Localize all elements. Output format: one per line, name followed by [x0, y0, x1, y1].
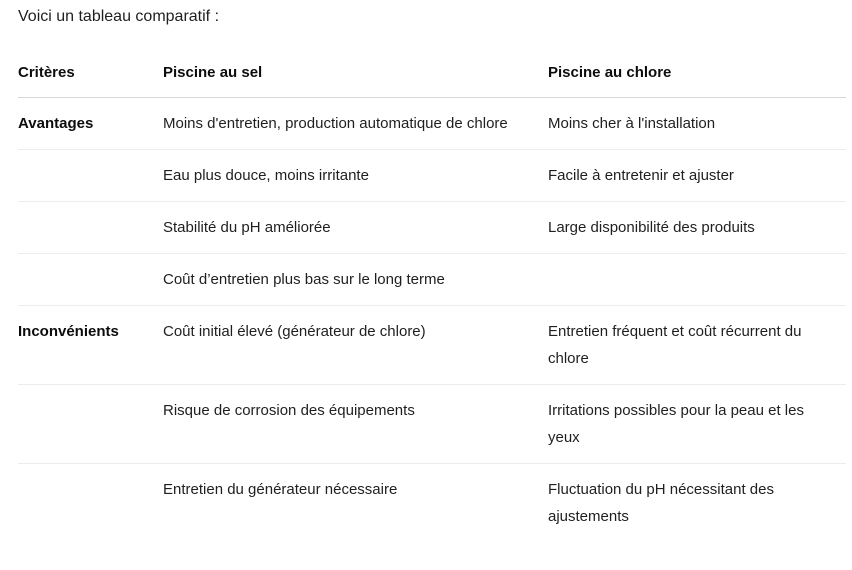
chlorine-cell: Fluctuation du pH nécessitant des ajustements [548, 481, 774, 525]
row-criterion [18, 202, 163, 254]
salt-cell: Eau plus douce, moins irritante [163, 150, 548, 202]
table-row [18, 306, 846, 385]
row-criterion [18, 385, 163, 464]
comparison-table [18, 49, 846, 542]
header-chlorine-pool: Piscine au chlore [548, 49, 846, 98]
row-criterion: Avantages [18, 98, 163, 150]
salt-cell: Risque de corrosion des équipements [163, 385, 548, 464]
intro-text: Voici un tableau comparatif : [18, 8, 220, 25]
salt-cell: Coût initial élevé (générateur de chlore) [163, 306, 548, 385]
table-row [18, 202, 846, 254]
table-row [18, 464, 846, 543]
table-row [18, 385, 846, 464]
chlorine-cell: Large disponibilité des produits [548, 202, 846, 254]
chlorine-cell: Facile à entretenir et ajuster [548, 150, 846, 202]
salt-cell: Entretien du générateur nécessaire [163, 481, 398, 498]
table-row [18, 98, 846, 150]
row-criterion [18, 150, 163, 202]
chlorine-cell: Moins cher à l'installation [548, 98, 846, 150]
chlorine-cell [548, 254, 846, 306]
salt-cell: Moins d'entretien, production automatique de chlore [163, 98, 548, 150]
chlorine-cell: Irritations possibles pour la peau et les yeux [548, 385, 846, 464]
salt-cell: Stabilité du pH améliorée [163, 202, 548, 254]
row-criterion [18, 254, 163, 306]
header-salt-pool: Piscine au sel [163, 49, 548, 98]
table-row [18, 150, 846, 202]
chlorine-cell: Entretien fréquent et coût récurrent du chlore [548, 306, 846, 385]
row-criterion: Inconvénients [18, 306, 163, 385]
salt-cell: Coût d’entretien plus bas sur le long terme [163, 254, 548, 306]
row-criterion [18, 464, 163, 543]
table-header-row [18, 49, 846, 98]
header-criteria: Critères [18, 49, 163, 98]
table-row [18, 254, 846, 306]
